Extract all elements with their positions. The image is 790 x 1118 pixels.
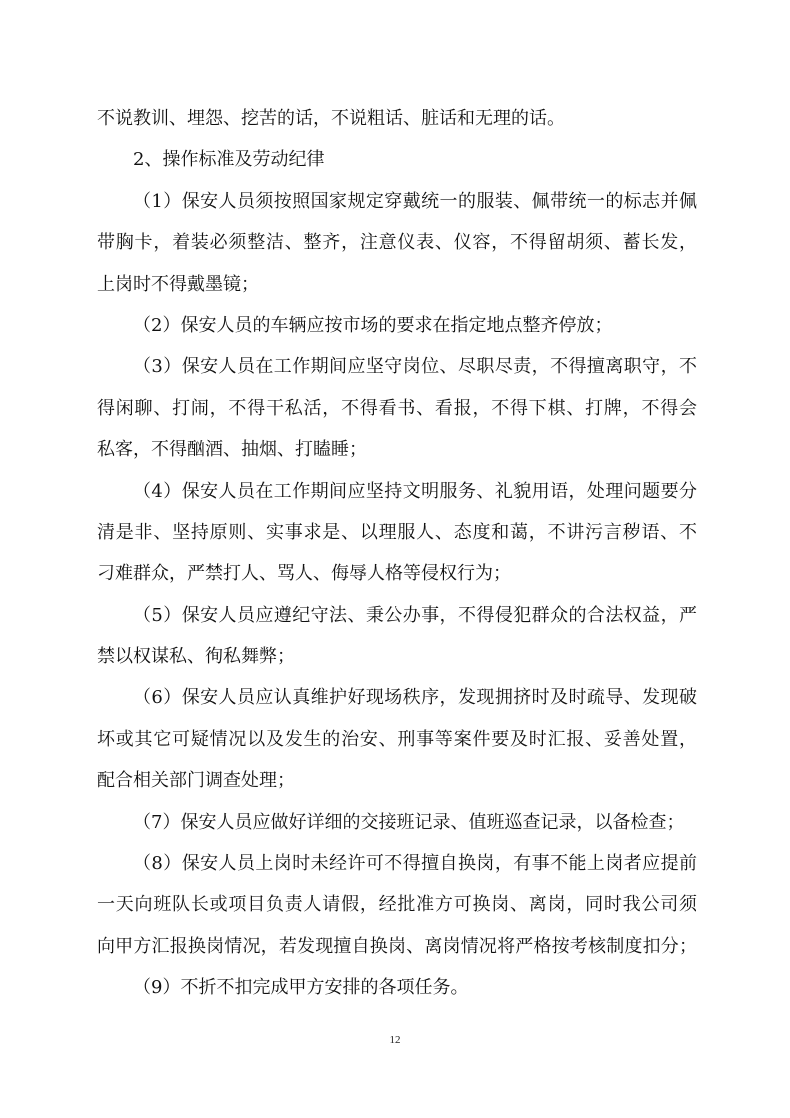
page-number: 12 [389,1034,401,1046]
text-line: （5）保安人员应遵纪守法、秉公办事，不得侵犯群众的合法权益，严 [133,604,697,626]
text-line: （8）保安人员上岗时未经许可不得擅自换岗，有事不能上岗者应提前 [133,853,697,875]
text-line: 一天向班队长或项目负责人请假，经批准方可换岗、离岗，同时我公司须 [97,894,697,916]
text-line: 得闲聊、打闹，不得干私活，不得看书、看报，不得下棋、打牌，不得会 [97,397,697,419]
text-line: （7）保安人员应做好详细的交接班记录、值班巡查记录，以备检查； [133,811,685,833]
text-line: 上岗时不得戴墨镜； [97,273,259,295]
text-line: 不说教训、埋怨、挖苦的话，不说粗话、脏话和无理的话。 [97,108,565,129]
text-line: （9）不折不扣完成甲方安排的各项任务。 [133,977,469,999]
text-line: 带胸卡，着装必须整洁、整齐，注意仪表、仪容，不得留胡须、蓄长发， [97,232,697,254]
text-line: （1）保安人员须按照国家规定穿戴统一的服装、佩带统一的标志并佩 [133,190,697,212]
page-body [97,98,697,1009]
text-line: 配合相关部门调查处理； [97,770,295,792]
text-line: 向甲方汇报换岗情况，若发现擅自换岗、离岗情况将严格按考核制度扣分； [97,935,697,957]
text-line: 刁难群众，严禁打人、骂人、侮辱人格等侵权行为； [97,563,511,585]
text-line: 坏或其它可疑情况以及发生的治安、刑事等案件要及时汇报、妥善处置， [97,728,697,750]
text-line: 禁以权谋私、徇私舞弊； [97,646,295,668]
text-line: 私客，不得酗酒、抽烟、打瞌睡； [97,439,367,461]
text-line: （2）保安人员的车辆应按市场的要求在指定地点整齐停放； [133,314,613,336]
text-line: 清是非、坚持原则、实事求是、以理服人、态度和蔼，不讲污言秽语、不 [97,521,697,543]
section-heading: 2、操作标准及劳动纪律 [133,149,325,171]
text-line: （6）保安人员应认真维护好现场秩序，发现拥挤时及时疏导、发现破 [133,687,697,709]
text-line: （4）保安人员在工作期间应坚持文明服务、礼貌用语，处理问题要分 [133,480,697,502]
text-line: （3）保安人员在工作期间应坚守岗位、尽职尽责，不得擅离职守，不 [133,356,697,378]
